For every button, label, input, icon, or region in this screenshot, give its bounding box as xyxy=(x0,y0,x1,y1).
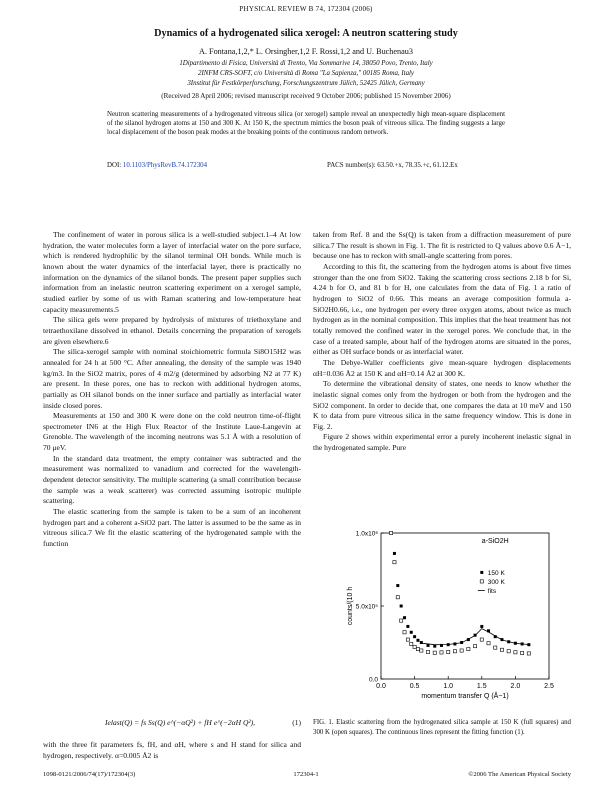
y-tick-label: 5.0x10⁵ xyxy=(355,603,378,611)
data-point-300k xyxy=(494,646,497,649)
paragraph: taken from Ref. 8 and the Ss(Q) is taken from a diffraction measurement of pure silica.7 The result is shown in Fig. 1. The fit is restricted to Q values above 0.6 Å−1, because one has to reckon with small-angle scattering from pores. xyxy=(313,230,571,261)
legend-label-300k: 300 K xyxy=(487,578,505,586)
data-point-150k xyxy=(521,642,524,645)
chart-annotation: a-SiO2H xyxy=(481,538,509,546)
data-point-150k xyxy=(396,584,399,587)
data-point-300k xyxy=(447,650,450,653)
data-point-300k xyxy=(500,648,503,651)
data-point-150k xyxy=(487,629,490,632)
data-point-150k xyxy=(433,645,436,648)
journal-header: PHYSICAL REVIEW B 74, 172304 (2006) xyxy=(239,5,373,13)
x-tick-label: 2.0 xyxy=(510,683,521,690)
paragraph: The elastic scattering from the sample is taken to be a sum of an incoherent hydrogen part and a coherent a-SiO2 part. The latter is assumed to be the same as in vitreous silica.7 We fit the elastic scattering of the hydrogenated sample with the function xyxy=(43,507,301,549)
data-point-150k xyxy=(460,641,463,644)
x-tick-label: 2.5 xyxy=(544,683,554,690)
figure-caption: FIG. 1. Elastic scattering from the hydrogenated silica sample at 150 K (full squares) and 300 K (open squares). The continuous lines represent the fitting function (1). xyxy=(313,719,571,736)
x-tick-label: 1.0 xyxy=(443,683,454,690)
x-tick-label: 0.0 xyxy=(376,683,386,690)
legend-label-150k: 150 K xyxy=(487,569,505,577)
data-point-300k xyxy=(527,652,530,655)
data-point-300k xyxy=(416,647,419,650)
data-point-150k xyxy=(403,616,406,619)
plot-frame xyxy=(381,533,549,679)
pacs-numbers: PACS number(s): 63.50.+x, 78.35.+c, 61.12.Ex xyxy=(327,162,458,169)
data-point-300k xyxy=(420,649,423,652)
affiliation-1: 1Dipartimento di Fisica, Università di Trento, Via Sommarive 14, 38050 Povo, Trento, Italy xyxy=(179,60,433,67)
data-point-150k xyxy=(500,638,503,641)
data-point-300k xyxy=(426,650,429,653)
paragraph: The Debye-Waller coefficients give mean-square hydrogen displacements αH=0.036 Å2 at 150 K and αH=0.14 Å2 at 300 K. xyxy=(313,357,571,378)
data-point-300k xyxy=(410,642,413,645)
elastic-scattering-chart xyxy=(343,527,559,712)
legend-marker-150k xyxy=(480,571,483,574)
paragraph: According to this fit, the scattering from the hydrogen atoms is about five times stronger than the one from SiO2. Taking the scattering cross sections 2.18 b for Si, 4.24 b for O, and 81 b for H, one calculates from the data of Fig. 1 a ratio of hydrogen to SiO2 of 0.66. This means an average composition formula a-SiO2H0.66, i.e., one hydrogen per every three oxygen atoms, about twice as much hydrogen as in the nominal composition. This implies that the heat treatment has not totally removed the confined water in the xerogel pores. We conclude that, in the case of a treated sample, about half of the hydrogen atoms are situated in the pores, either as OH surface bonds or as interfacial water. xyxy=(313,261,571,357)
left-column xyxy=(43,230,301,550)
footer-page-number: 172304-1 xyxy=(293,771,319,778)
legend-label-fits: fits xyxy=(487,587,497,595)
data-point-150k xyxy=(507,640,510,643)
after-equation-text xyxy=(43,740,301,761)
doi-label: DOI: xyxy=(107,162,122,169)
data-point-150k xyxy=(416,639,419,642)
data-point-150k xyxy=(514,642,517,645)
doi-link[interactable]: 10.1103/PhysRevB.74.172304 xyxy=(122,162,208,169)
received-dates: (Received 28 April 2006; revised manuscript received 9 October 2006; published 15 November 2006) xyxy=(161,92,451,100)
data-point-300k xyxy=(389,531,392,534)
data-point-300k xyxy=(413,645,416,648)
paragraph: In the standard data treatment, the empty container was subtracted and the measurement was normalized to vanadium and corrected for the wavelength-dependent detector sensitivity. The multiple scattering (a small contribution because the sample was a weak scatterer) was corrected assuming isotropic multiple scattering. xyxy=(43,453,301,506)
data-point-150k xyxy=(413,635,416,638)
footer-copyright: ©2006 The American Physical Society xyxy=(468,771,571,778)
y-axis-label: counts/(10 h xyxy=(347,586,354,626)
data-point-300k xyxy=(396,596,399,599)
data-point-300k xyxy=(403,631,406,634)
paragraph: Figure 2 shows within experimental error a purely incoherent inelastic signal in the hydrogenated sample. Pure xyxy=(313,432,571,453)
data-point-150k xyxy=(410,631,413,634)
x-tick-label: 1.5 xyxy=(476,683,487,690)
data-point-150k xyxy=(527,643,530,646)
data-point-300k xyxy=(521,651,524,654)
paragraph: The silica gels were prepared by hydrolysis of mixtures of triethoxylane and tetraethoxilane dissolved in ethanol. Details concerning the preparation of xerogels are given elsewhere.6 xyxy=(43,315,301,346)
y-tick-label: 0.0 xyxy=(368,676,378,684)
data-point-300k xyxy=(487,642,490,645)
abstract: Neutron scattering measurements of a hydrogenated vitreous silica (or xerogel) sample reveal an unexpectedly high mean-square displacement of the silanol hydrogen atoms at 150 and 300 K. At 150 K, the spectrum mimics the boson peak of vitreous silica. The finding suggests a large local displacement of the boson peak modes at the breaking points of the continuous random network. xyxy=(107,111,505,137)
y-tick-label: 1.0x10⁶ xyxy=(355,530,378,538)
author-list: A. Fontana,1,2,* L. Orsingher,1,2 F. Rossi,1,2 and U. Buchenau3 xyxy=(199,47,413,56)
data-point-300k xyxy=(406,638,409,641)
data-point-300k xyxy=(433,651,436,654)
data-point-150k xyxy=(447,643,450,646)
paragraph: with the three fit parameters fs, fH, and αH, where s and H stand for silica and hydrogen, respectively. α=0.005 Å2 is xyxy=(43,740,301,760)
data-point-150k xyxy=(400,605,403,608)
data-point-150k xyxy=(393,552,396,555)
paragraph: Measurements at 150 and 300 K were done on the cold neutron time-of-flight spectrometer IN6 at the High Flux Reactor of the Institute Laue-Langevin at Grenoble. The wavelength of the incoming neutrons was 5.1 Å with a resolution of 70 μeV. xyxy=(43,411,301,453)
data-point-150k xyxy=(427,644,430,647)
equation-number: (1) xyxy=(292,718,301,727)
data-point-150k xyxy=(480,625,483,628)
data-point-150k xyxy=(440,644,443,647)
data-point-300k xyxy=(460,649,463,652)
data-point-300k xyxy=(514,651,517,654)
legend-marker-300k xyxy=(480,580,483,583)
doi xyxy=(107,162,207,169)
data-point-300k xyxy=(473,645,476,648)
affiliation-2: 2INFM CRS-SOFT, c/o Università di Roma "La Sapienza," 00185 Roma, Italy xyxy=(198,70,414,77)
data-point-300k xyxy=(453,650,456,653)
figure-1 xyxy=(343,527,559,712)
data-point-300k xyxy=(467,647,470,650)
data-point-150k xyxy=(474,634,477,637)
paper-title: Dynamics of a hydrogenated silica xerogel: A neutron scattering study xyxy=(154,28,458,39)
data-point-300k xyxy=(480,638,483,641)
data-point-150k xyxy=(406,625,409,628)
paragraph: The silica-xerogel sample with nominal stoichiometric formula Si8O15H2 was annealed for 24 h at 500 °C. After annealing, the density of the sample was 1940 kg/m3. In the SiO2 matrix, pores of 4 m2/g (determined by adsorbing N2 at 77 K) are present. In these pores, one has to reckon with additional hydrogen atoms, partially as OH silanol bonds on the inner surface and partially as interfacial water inside closed pores. xyxy=(43,347,301,410)
data-point-300k xyxy=(400,619,403,622)
right-column xyxy=(313,230,571,454)
x-axis-label: momentum transfer Q (Å−1) xyxy=(421,693,509,700)
data-point-150k xyxy=(494,635,497,638)
data-point-300k xyxy=(440,651,443,654)
data-point-150k xyxy=(453,642,456,645)
equation-expression: Ielast(Q) = fs Ss(Q) e^(−αQ²) + fH e^(−2αH Q²), xyxy=(105,718,256,727)
data-point-300k xyxy=(507,650,510,653)
data-point-150k xyxy=(420,641,423,644)
footer-issn: 1098-0121/2006/74(17)/172304(3) xyxy=(43,771,136,778)
x-tick-label: 0.5 xyxy=(409,683,420,690)
paragraph: To determine the vibrational density of states, one needs to know whether the inelastic signal comes only from the hydrogen or both from the hydrogen and the SiO2 component. In order to decide that, one compares the data at 10 meV and 150 K to data from pure vitreous silica in the same frequency window. This is done in Fig. 2. xyxy=(313,379,571,431)
affiliation-3: 3Institut für Festkörperforschung, Forschungszentrum Jülich, 52425 Jülich, Germany xyxy=(187,80,425,87)
data-point-300k xyxy=(393,561,396,564)
paragraph: The confinement of water in porous silica is a well-studied subject.1–4 At low hydration, the water molecules form a layer of interfacial water on the pore surface, which is rendered hydrophilic by the silanol terminal OH bonds. While much is known about the water dynamics of the interfacial layer, there is practically no information on the dynamics of the silanol bonds. The present paper supplies such information from an inelastic neutron scattering experiment on a xerogel sample, studied earlier by some of us with Raman scattering and low-temperature heat capacity measurements.5 xyxy=(43,230,301,314)
data-point-150k xyxy=(467,638,470,641)
